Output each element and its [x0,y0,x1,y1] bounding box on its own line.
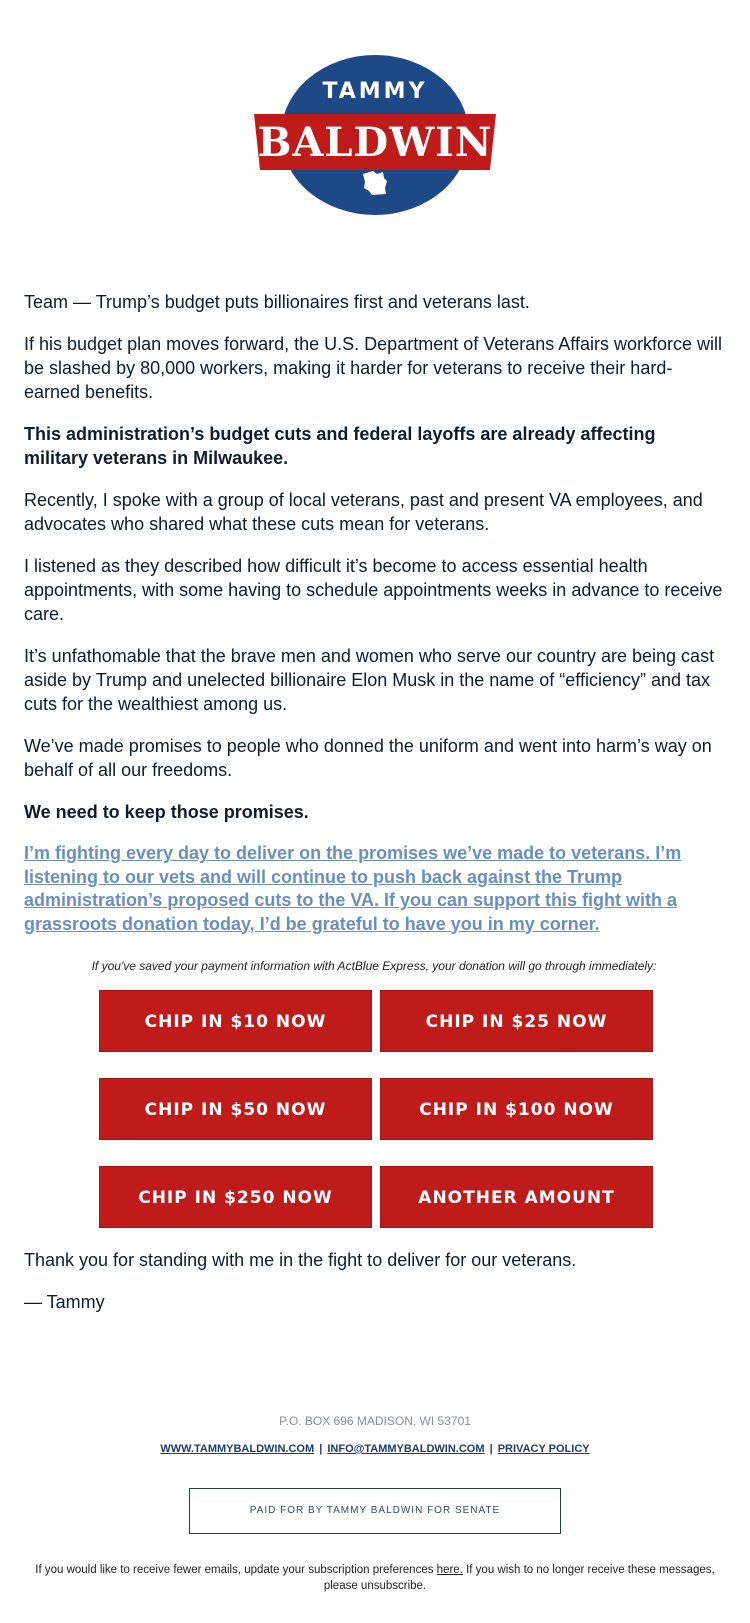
paragraph-keep-promises: We need to keep those promises. [24,802,309,822]
donate-10-button[interactable]: CHIP IN $10 NOW [99,990,372,1052]
unsub-text-after: If you wish to no longer receive these messages, please unsubscribe. [323,1564,715,1592]
paragraph-milwaukee: This administration’s budget cuts and federal layoffs are already affecting military veterans in Milwaukee. [24,424,656,468]
closing-section [24,1248,724,1332]
mailing-address: P.O. BOX 696 MADISON, WI 53701 [279,1414,471,1428]
logo-graphic [250,52,500,218]
paid-for-disclaimer: PAID FOR BY TAMMY BALDWIN FOR SENATE [189,1488,561,1534]
paragraph-budget-plan: If his budget plan moves forward, the U.S. Department of Veterans Affairs workforce will be slashed by 80,000 workers, making it harder for veterans to receive their hard-earned benefits. [24,334,722,402]
donate-other-amount-button[interactable]: ANOTHER AMOUNT [380,1166,653,1228]
subscription-preferences-link[interactable]: here. [436,1564,463,1576]
paragraph-intro: Team — Trump’s budget puts billionaires first and veterans last. [24,292,530,312]
donate-cta-link[interactable]: I’m fighting every day to deliver on the promises we’ve made to veterans. I’m listening to our vets and will continue to push back against the Trump administration’s proposed cuts to the VA. If you can support this fight with a grassroots donation today, I’d be grateful to have you in my corner. [24,843,682,934]
paragraph-unfathomable: It’s unfathomable that the brave men and women who serve our country are being cast aside by Trump and unelected billionaire Elon Musk in the name of “efficiency” and tax cuts for the wealthiest among us. [24,646,715,714]
website-link[interactable]: WWW.TAMMYBALDWIN.COM [160,1443,315,1455]
footer-links [0,1443,750,1455]
paragraph-listened: I listened as they described how difficult it’s become to access essential health appointments, with some having to schedule appointments weeks in advance to receive care. [24,556,723,624]
link-separator: | [489,1443,493,1455]
actblue-express-note: If you've saved your payment information with ActBlue Express, your donation will go through immediately: [91,959,657,973]
paragraph-recently: Recently, I spoke with a group of local veterans, past and present VA employees, and advocates who shared what these cuts mean for veterans. [24,490,703,534]
email-link[interactable]: INFO@TAMMYBALDWIN.COM [327,1443,485,1455]
logo-line1: TAMMY [322,79,428,104]
campaign-logo [0,52,750,218]
signoff-text: — Tammy [24,1292,105,1312]
donate-100-button[interactable]: CHIP IN $100 NOW [380,1078,653,1140]
email-body [24,290,724,974]
link-separator: | [319,1443,323,1455]
privacy-policy-link[interactable]: PRIVACY POLICY [497,1443,590,1455]
donate-25-button[interactable]: CHIP IN $25 NOW [380,990,653,1052]
logo-line2: BALDWIN [257,119,493,166]
unsubscribe-notice [20,1562,730,1594]
paragraph-promises: We’ve made promises to people who donned the uniform and went into harm’s way on behalf of all our freedoms. [24,736,712,780]
unsub-text-before: If you would like to receive fewer emails, update your subscription preferences [35,1564,437,1576]
donate-50-button[interactable]: CHIP IN $50 NOW [99,1078,372,1140]
donate-250-button[interactable]: CHIP IN $250 NOW [99,1166,372,1228]
thanks-text: Thank you for standing with me in the fight to deliver for our veterans. [24,1250,577,1270]
